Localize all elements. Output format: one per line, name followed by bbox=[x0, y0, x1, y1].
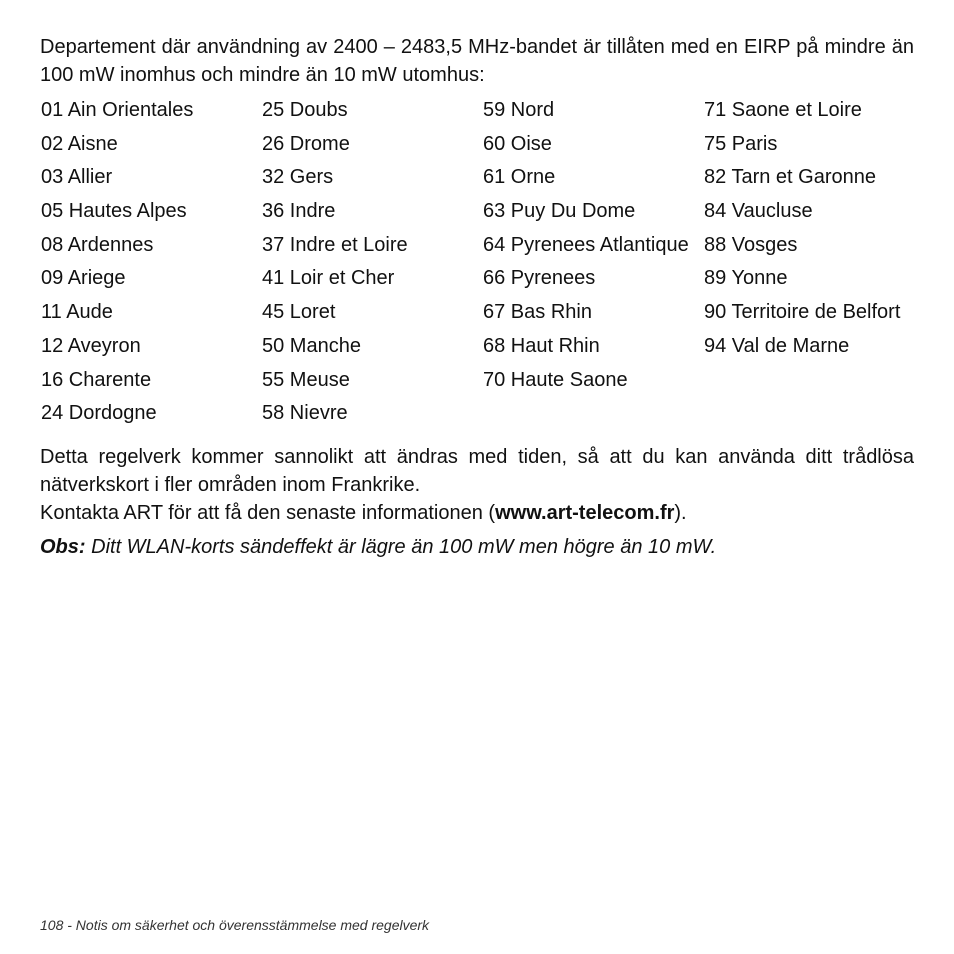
department-entry: 09 Ariege bbox=[41, 267, 126, 290]
rules-paragraph: Detta regelverk kommer sannolikt att ändras med tiden, så att du kan använda ditt trådlösa nätverkskort i fler områden inom Frankrike. bbox=[40, 445, 914, 496]
department-entry: 70 Haute Saone bbox=[483, 368, 628, 391]
department-column-4 bbox=[704, 96, 914, 433]
department-grid bbox=[41, 96, 914, 433]
department-column-2 bbox=[262, 96, 483, 433]
department-entry: 66 Pyrenees bbox=[483, 267, 596, 290]
department-entry: 05 Hautes Alpes bbox=[41, 200, 187, 223]
department-entry: 68 Haut Rhin bbox=[483, 334, 600, 357]
department-entry: 58 Nievre bbox=[262, 402, 348, 425]
department-entry: 94 Val de Marne bbox=[704, 334, 850, 357]
department-entry: 08 Ardennes bbox=[41, 233, 154, 256]
department-column-1 bbox=[41, 96, 262, 433]
department-entry: 55 Meuse bbox=[262, 368, 350, 391]
department-entry: 60 Oise bbox=[483, 132, 552, 155]
department-entry: 32 Gers bbox=[262, 166, 334, 189]
department-entry: 71 Saone et Loire bbox=[704, 99, 862, 121]
department-entry: 02 Aisne bbox=[41, 132, 118, 155]
contact-text-before: Kontakta ART för att få den senaste informationen ( bbox=[40, 501, 496, 524]
department-entry: 25 Doubs bbox=[262, 99, 348, 121]
department-entry: 88 Vosges bbox=[704, 233, 798, 256]
department-entry: 41 Loir et Cher bbox=[262, 267, 395, 290]
department-entry: 11 Aude bbox=[41, 301, 113, 324]
department-entry: 01 Ain Orientales bbox=[41, 99, 194, 121]
department-entry: 16 Charente bbox=[41, 368, 152, 391]
department-entry: 26 Drome bbox=[262, 132, 350, 155]
art-telecom-link[interactable]: www.art-telecom.fr bbox=[495, 501, 675, 524]
department-column-3 bbox=[483, 96, 704, 433]
note-text: Ditt WLAN-korts sändeffekt är lägre än 100 mW men högre än 10 mW. bbox=[85, 535, 717, 558]
contact-text-after: ). bbox=[674, 501, 687, 524]
department-entry: 64 Pyrenees Atlantique bbox=[483, 233, 689, 256]
department-entry: 50 Manche bbox=[262, 334, 361, 357]
intro-paragraph: Departement där användning av 2400 – 2483,5 MHz-bandet är tillåten med en EIRP på mindre än 100 mW inomhus och mindre än 10 mW utomhus: bbox=[40, 36, 914, 86]
contact-paragraph bbox=[40, 499, 914, 527]
department-entry: 67 Bas Rhin bbox=[483, 301, 592, 324]
department-entry: 90 Territoire de Belfort bbox=[704, 301, 901, 324]
department-entry: 37 Indre et Loire bbox=[262, 233, 408, 256]
department-entry: 12 Aveyron bbox=[41, 334, 141, 357]
department-entry: 45 Loret bbox=[262, 301, 336, 324]
department-entry: 03 Allier bbox=[41, 166, 113, 189]
department-entry: 59 Nord bbox=[483, 99, 555, 121]
department-entry: 84 Vaucluse bbox=[704, 200, 813, 223]
department-entry: 61 Orne bbox=[483, 166, 556, 189]
department-entry: 82 Tarn et Garonne bbox=[704, 166, 876, 189]
department-entry: 75 Paris bbox=[704, 132, 778, 155]
note-label: Obs: bbox=[40, 535, 86, 558]
department-entry: 24 Dordogne bbox=[41, 402, 157, 425]
department-entry: 63 Puy Du Dome bbox=[483, 200, 636, 223]
note-paragraph bbox=[40, 533, 914, 561]
document-page bbox=[40, 33, 914, 561]
page-footer: 108 - Notis om säkerhet och överensstämmelse med regelverk bbox=[40, 917, 430, 933]
department-entry: 36 Indre bbox=[262, 200, 336, 223]
department-entry: 89 Yonne bbox=[704, 267, 788, 290]
